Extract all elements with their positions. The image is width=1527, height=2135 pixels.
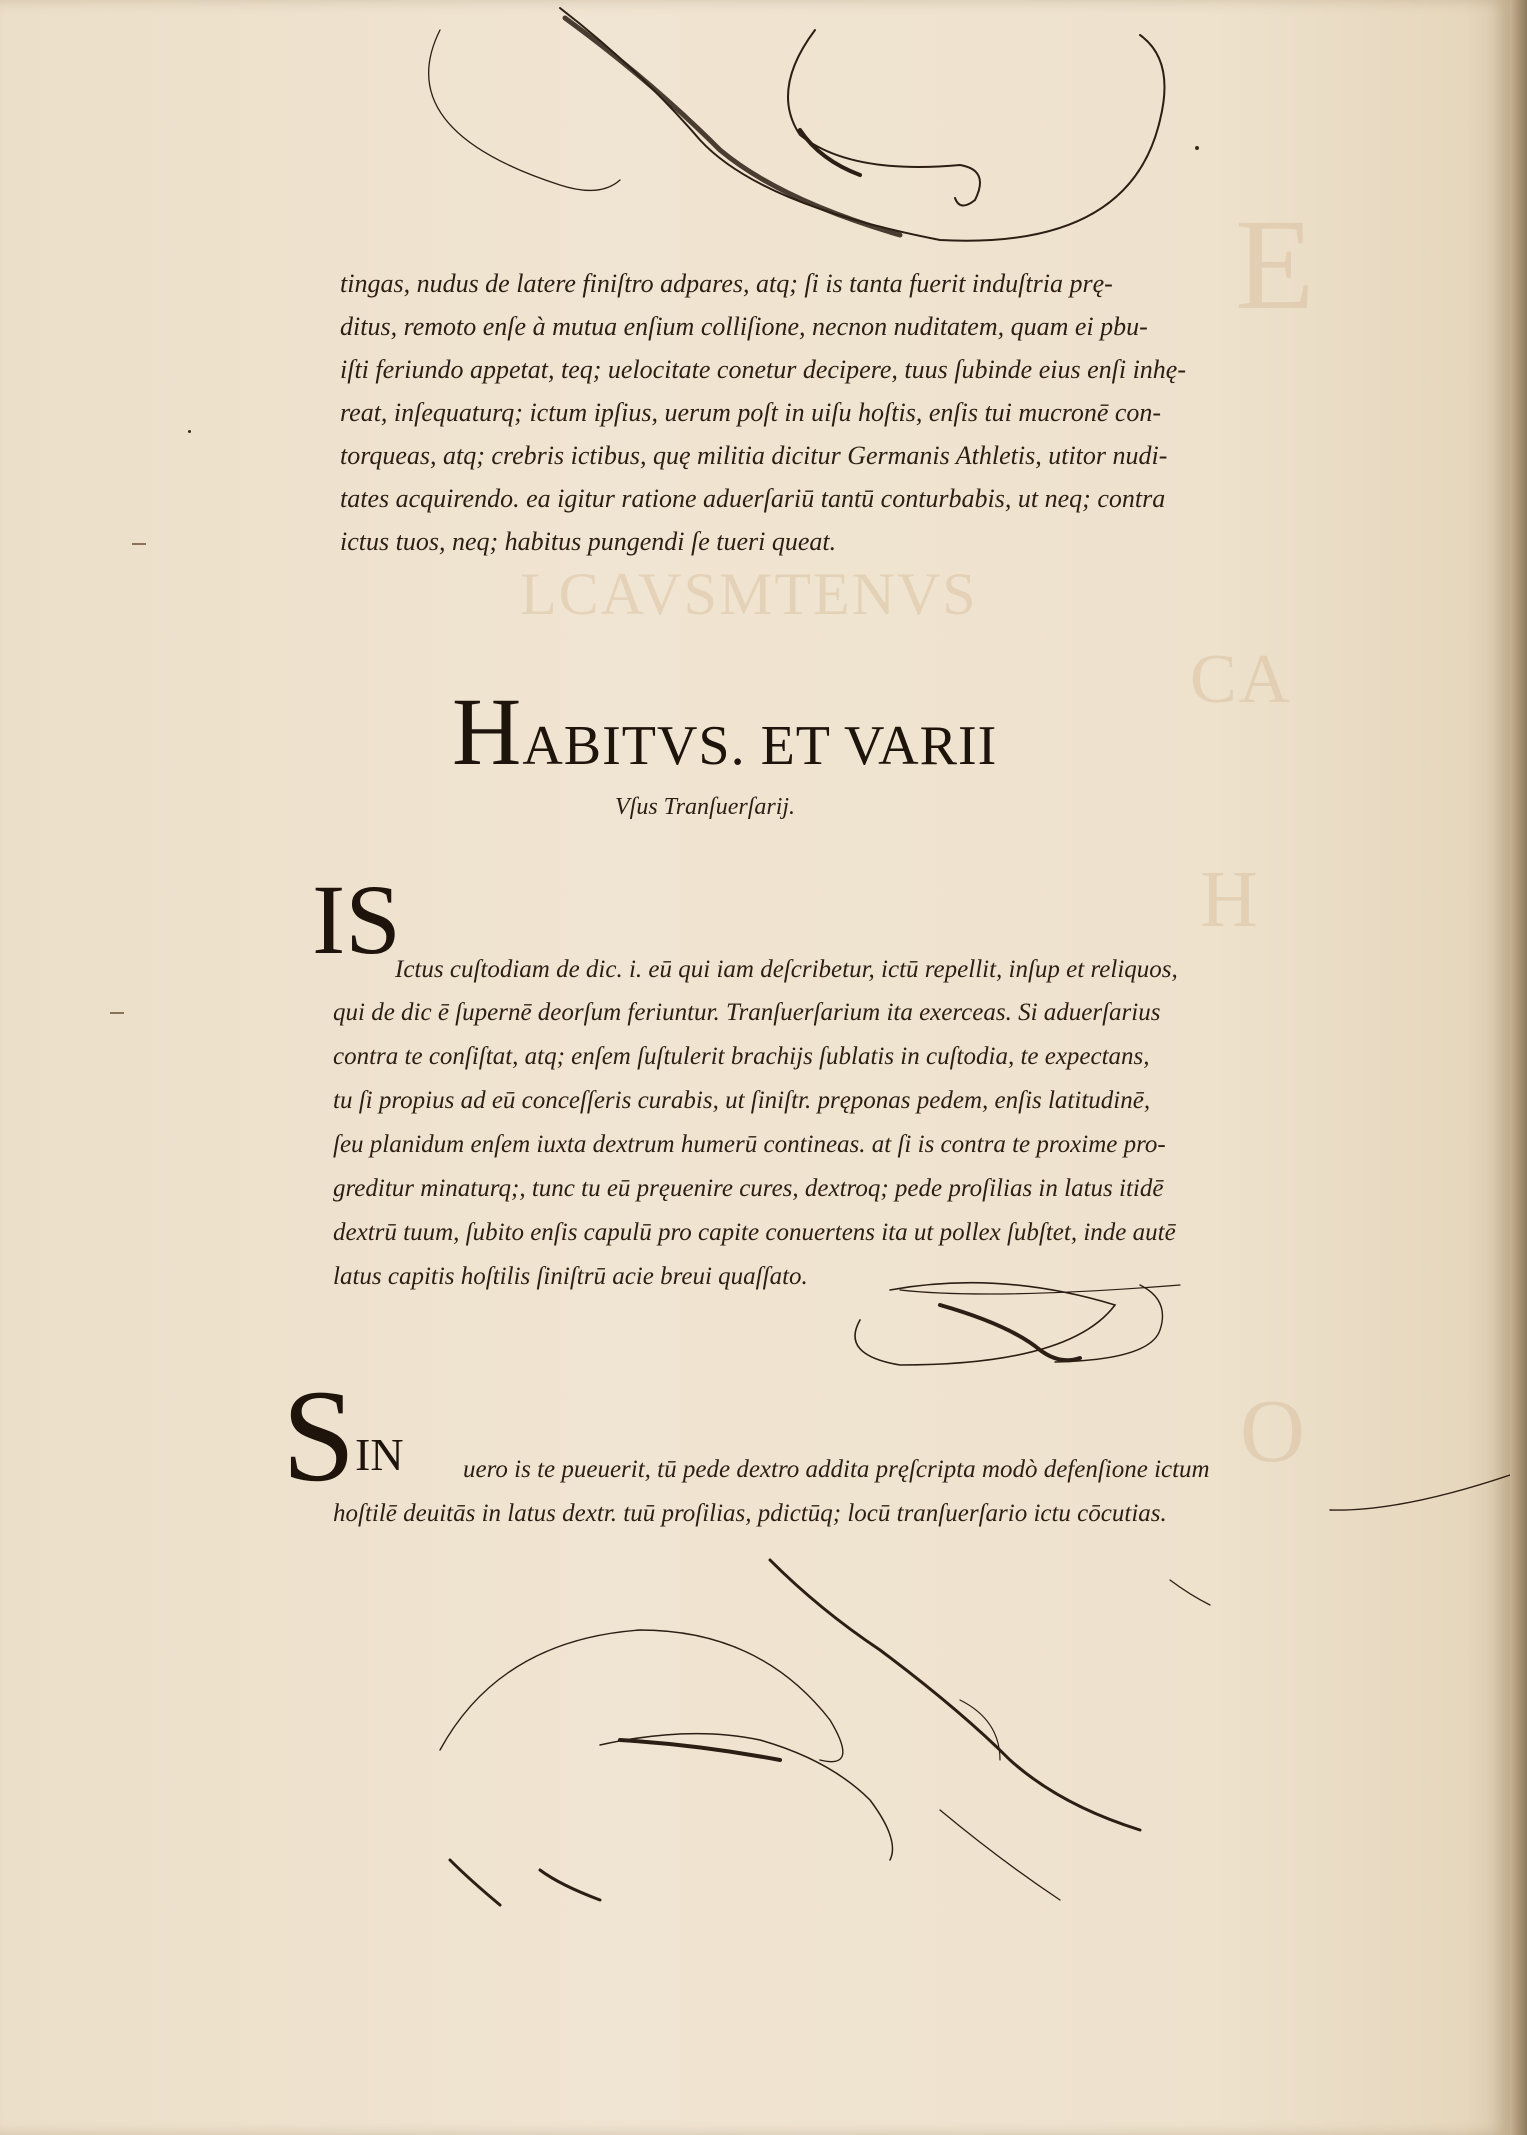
text-line: contra te conſiſtat, atq; enſem ſuſtulerit brachijs ſublatis in cuſtodia, te expectans, xyxy=(333,1043,1150,1070)
text-line: hoſtilē deuitās in latus dextr. tuū proſilias, pdictūq; locū tranſuerſario ictu cōcutias. xyxy=(333,1500,1167,1527)
text-line: tu ſi propius ad eū conceſſeris curabis, ut ſiniſtr. pręponas pedem, enſis latitudinē, xyxy=(333,1087,1151,1114)
bleed-through-text: LCAVSMTENVS xyxy=(520,561,978,627)
text-line: qui de dic ē ſupernē deorſum feriuntur. Tranſuerſarium ita exerceas. Si aduerſarius xyxy=(333,999,1161,1026)
text-line: Ictus cuſtodiam de dic. i. eū qui iam deſcribetur, ictū repellit, inſup et reliquos, xyxy=(395,956,1178,983)
bleed-through-text: O xyxy=(1240,1382,1307,1481)
text-line: tingas, nudus de latere finiſtro adpares, atq; ſi is tanta fuerit induſtria prę- xyxy=(340,269,1113,298)
text-line: tates acquirendo. ea igitur ratione aduerſariū tantū conturbabis, ut neq; contra xyxy=(340,484,1166,513)
margin-mark xyxy=(110,1012,124,1014)
bleed-through-text: E xyxy=(1235,193,1317,337)
text-line: torqueas, atq; crebris ictibus, quę militia dicitur Germanis Athletis, utitor nudi- xyxy=(340,441,1168,470)
heading-text: ABITVS. ET VARII xyxy=(522,715,998,777)
text-line: ditus, remoto enſe à mutua enſium colliſione, necnon nuditatem, quam ei pbu- xyxy=(340,312,1148,341)
text-line: iſti feriundo appetat, teq; uelocitate conetur decipere, tuus ſubinde eius enſi inhę- xyxy=(340,355,1187,384)
section-subtitle: Vſus Tranſuerſarij. xyxy=(615,794,796,820)
text-line: reat, inſequaturq; ictum ipſius, uerum poſt in uiſu hoſtis, enſis tui mucronē con- xyxy=(340,398,1162,427)
heading-capital: H xyxy=(452,678,523,785)
text-line: latus capitis hoſtilis ſiniſtrū acie breui quaſſato. xyxy=(333,1263,808,1290)
ink-dot xyxy=(1195,146,1199,150)
text-line: ictus tuos, neq; habitus pungendi ſe tueri queat. xyxy=(340,527,837,556)
bleed-through-text: H xyxy=(1200,856,1260,944)
bleed-through-text: CA xyxy=(1190,641,1292,718)
ink-dot xyxy=(188,430,191,433)
drop-initial-is: IS xyxy=(312,864,401,975)
text-line: uero is te pueuerit, tū pede dextro addita pręſcripta modò defenſione ictum xyxy=(463,1456,1210,1483)
paragraph-is-body xyxy=(333,991,1176,1299)
initial-in: IN xyxy=(355,1429,404,1480)
paragraph-sin xyxy=(463,1448,1210,1491)
margin-mark xyxy=(132,543,146,545)
book-gutter xyxy=(1510,0,1527,2135)
text-line: greditur minaturq;, tunc tu eū pręuenire cures, dextroq; pede proſilias in latus itidē xyxy=(333,1175,1164,1202)
paragraph-continued xyxy=(340,262,1186,563)
text-line: dextrū tuum, ſubito enſis capulū pro capite conuertens ita ut pollex ſubſtet, inde autē xyxy=(333,1219,1176,1246)
paragraph-is xyxy=(395,948,1178,991)
paragraph-sin-body xyxy=(333,1492,1167,1535)
drop-initial-s: S xyxy=(282,1362,356,1509)
text-line: ſeu planidum enſem iuxta dextrum humerū contineas. at ſi is contra te proxime pro- xyxy=(333,1131,1166,1158)
section-heading xyxy=(452,678,998,785)
